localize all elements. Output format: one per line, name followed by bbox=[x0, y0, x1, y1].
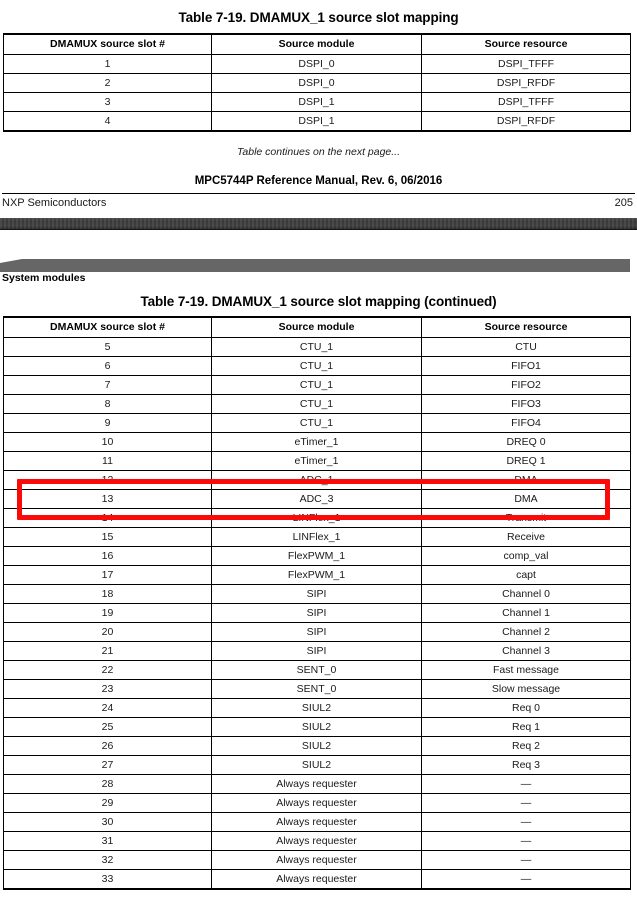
cell-module: LINFlex_1 bbox=[212, 509, 422, 528]
table-row bbox=[4, 775, 631, 794]
cell-module: Always requester bbox=[212, 851, 422, 870]
cell-module: SIPI bbox=[212, 642, 422, 661]
cell-resource: — bbox=[422, 775, 631, 794]
cell-slot: 5 bbox=[4, 338, 212, 357]
table-header-row bbox=[4, 34, 631, 55]
table-row bbox=[4, 55, 631, 74]
cell-resource: — bbox=[422, 851, 631, 870]
table-row bbox=[4, 870, 631, 890]
table-row bbox=[4, 737, 631, 756]
cell-module: CTU_1 bbox=[212, 414, 422, 433]
cell-resource: — bbox=[422, 813, 631, 832]
cell-slot: 27 bbox=[4, 756, 212, 775]
table-row bbox=[4, 452, 631, 471]
column-header-module: Source module bbox=[212, 317, 422, 338]
cell-resource: Channel 1 bbox=[422, 604, 631, 623]
cell-slot: 13 bbox=[4, 490, 212, 509]
cell-module: CTU_1 bbox=[212, 376, 422, 395]
cell-module: Always requester bbox=[212, 870, 422, 890]
cell-resource: Fast message bbox=[422, 661, 631, 680]
cell-module: eTimer_1 bbox=[212, 452, 422, 471]
cell-resource: FIFO4 bbox=[422, 414, 631, 433]
manual-title-line: MPC5744P Reference Manual, Rev. 6, 06/2016 bbox=[194, 175, 443, 187]
publisher-name: NXP Semiconductors bbox=[2, 197, 107, 209]
table-caption-page2: Table 7-19. DMAMUX_1 source slot mapping (continued) bbox=[140, 294, 497, 309]
cell-module: SIPI bbox=[212, 585, 422, 604]
page-number: 205 bbox=[614, 197, 633, 209]
cell-resource: DREQ 1 bbox=[422, 452, 631, 471]
cell-module: Always requester bbox=[212, 832, 422, 851]
cell-module: CTU_1 bbox=[212, 338, 422, 357]
column-header-resource: Source resource bbox=[422, 34, 631, 55]
cell-slot: 9 bbox=[4, 414, 212, 433]
column-header-slot: DMAMUX source slot # bbox=[4, 317, 212, 338]
cell-slot: 19 bbox=[4, 604, 212, 623]
cell-resource: Receive bbox=[422, 528, 631, 547]
cell-module: Always requester bbox=[212, 775, 422, 794]
cell-module: FlexPWM_1 bbox=[212, 547, 422, 566]
cell-slot: 11 bbox=[4, 452, 212, 471]
cell-resource: Req 1 bbox=[422, 718, 631, 737]
table-row bbox=[4, 566, 631, 585]
page-break-separator bbox=[0, 218, 637, 230]
cell-resource: Channel 2 bbox=[422, 623, 631, 642]
cell-slot: 22 bbox=[4, 661, 212, 680]
cell-slot: 12 bbox=[4, 471, 212, 490]
cell-module: DSPI_0 bbox=[212, 55, 422, 74]
table-row bbox=[4, 490, 631, 509]
table-row bbox=[4, 604, 631, 623]
table-row bbox=[4, 433, 631, 452]
cell-slot: 15 bbox=[4, 528, 212, 547]
cell-resource: FIFO2 bbox=[422, 376, 631, 395]
cell-slot: 14 bbox=[4, 509, 212, 528]
table-row bbox=[4, 509, 631, 528]
cell-slot: 28 bbox=[4, 775, 212, 794]
table-row bbox=[4, 661, 631, 680]
cell-module: SIPI bbox=[212, 604, 422, 623]
cell-resource: CTU bbox=[422, 338, 631, 357]
cell-slot: 29 bbox=[4, 794, 212, 813]
cell-module: Always requester bbox=[212, 794, 422, 813]
column-header-resource: Source resource bbox=[422, 317, 631, 338]
table-row bbox=[4, 794, 631, 813]
table-row bbox=[4, 680, 631, 699]
table-body-page1 bbox=[4, 55, 631, 132]
table-row bbox=[4, 376, 631, 395]
cell-slot: 8 bbox=[4, 395, 212, 414]
table-row bbox=[4, 74, 631, 93]
table-row bbox=[4, 699, 631, 718]
cell-module: SIUL2 bbox=[212, 699, 422, 718]
table-row bbox=[4, 338, 631, 357]
cell-resource: comp_val bbox=[422, 547, 631, 566]
cell-slot: 18 bbox=[4, 585, 212, 604]
page-footer bbox=[0, 194, 637, 209]
cell-resource: Channel 0 bbox=[422, 585, 631, 604]
table-row bbox=[4, 642, 631, 661]
table-row bbox=[4, 93, 631, 112]
table-row bbox=[4, 756, 631, 775]
cell-slot: 20 bbox=[4, 623, 212, 642]
cell-resource: — bbox=[422, 794, 631, 813]
cell-slot: 3 bbox=[4, 93, 212, 112]
section-label: System modules bbox=[2, 272, 86, 284]
table-row bbox=[4, 718, 631, 737]
cell-resource: DMA bbox=[422, 490, 631, 509]
cell-resource: DREQ 0 bbox=[422, 433, 631, 452]
cell-resource: Transmit bbox=[422, 509, 631, 528]
column-header-module: Source module bbox=[212, 34, 422, 55]
cell-module: SIUL2 bbox=[212, 737, 422, 756]
cell-resource: DSPI_TFFF bbox=[422, 93, 631, 112]
cell-resource: Req 0 bbox=[422, 699, 631, 718]
cell-resource: Slow message bbox=[422, 680, 631, 699]
cell-module: eTimer_1 bbox=[212, 433, 422, 452]
page-two bbox=[0, 230, 637, 890]
cell-module: FlexPWM_1 bbox=[212, 566, 422, 585]
cell-module: LINFlex_1 bbox=[212, 528, 422, 547]
cell-slot: 24 bbox=[4, 699, 212, 718]
table-row bbox=[4, 471, 631, 490]
table-caption-page1: Table 7-19. DMAMUX_1 source slot mapping bbox=[178, 10, 459, 25]
table-row bbox=[4, 357, 631, 376]
cell-resource: DSPI_TFFF bbox=[422, 55, 631, 74]
cell-module: DSPI_1 bbox=[212, 112, 422, 132]
cell-resource: Req 2 bbox=[422, 737, 631, 756]
cell-module: SIPI bbox=[212, 623, 422, 642]
cell-resource: — bbox=[422, 870, 631, 890]
cell-slot: 33 bbox=[4, 870, 212, 890]
cell-slot: 30 bbox=[4, 813, 212, 832]
running-head bbox=[0, 259, 637, 272]
table-body-page2 bbox=[4, 338, 631, 890]
cell-resource: DSPI_RFDF bbox=[422, 74, 631, 93]
cell-module: SIUL2 bbox=[212, 718, 422, 737]
cell-module: DSPI_1 bbox=[212, 93, 422, 112]
cell-slot: 10 bbox=[4, 433, 212, 452]
table-row bbox=[4, 585, 631, 604]
cell-module: SENT_0 bbox=[212, 661, 422, 680]
cell-slot: 7 bbox=[4, 376, 212, 395]
cell-resource: DSPI_RFDF bbox=[422, 112, 631, 132]
table-continues-note: Table continues on the next page... bbox=[236, 146, 401, 158]
cell-slot: 6 bbox=[4, 357, 212, 376]
column-header-slot: DMAMUX source slot # bbox=[4, 34, 212, 55]
cell-slot: 1 bbox=[4, 55, 212, 74]
cell-slot: 31 bbox=[4, 832, 212, 851]
table-row bbox=[4, 112, 631, 132]
cell-module: CTU_1 bbox=[212, 395, 422, 414]
table-row bbox=[4, 547, 631, 566]
cell-resource: DMA bbox=[422, 471, 631, 490]
cell-module: DSPI_0 bbox=[212, 74, 422, 93]
cell-slot: 25 bbox=[4, 718, 212, 737]
running-head-bar bbox=[0, 259, 630, 272]
dmamux-table-page1 bbox=[3, 33, 631, 132]
cell-module: SENT_0 bbox=[212, 680, 422, 699]
table-row bbox=[4, 528, 631, 547]
cell-resource: Channel 3 bbox=[422, 642, 631, 661]
cell-module: ADC_3 bbox=[212, 490, 422, 509]
cell-resource: FIFO1 bbox=[422, 357, 631, 376]
cell-slot: 2 bbox=[4, 74, 212, 93]
cell-resource: capt bbox=[422, 566, 631, 585]
cell-slot: 17 bbox=[4, 566, 212, 585]
table-header-row bbox=[4, 317, 631, 338]
cell-module: ADC_1 bbox=[212, 471, 422, 490]
table-row bbox=[4, 623, 631, 642]
cell-module: Always requester bbox=[212, 813, 422, 832]
table-row bbox=[4, 832, 631, 851]
table-row bbox=[4, 395, 631, 414]
cell-slot: 26 bbox=[4, 737, 212, 756]
page-one bbox=[0, 0, 637, 209]
cell-slot: 16 bbox=[4, 547, 212, 566]
cell-slot: 23 bbox=[4, 680, 212, 699]
cell-resource: — bbox=[422, 832, 631, 851]
cell-slot: 32 bbox=[4, 851, 212, 870]
dmamux-table-page2 bbox=[3, 316, 631, 890]
cell-slot: 21 bbox=[4, 642, 212, 661]
cell-resource: FIFO3 bbox=[422, 395, 631, 414]
cell-module: CTU_1 bbox=[212, 357, 422, 376]
table-row bbox=[4, 813, 631, 832]
cell-module: SIUL2 bbox=[212, 756, 422, 775]
table-row bbox=[4, 851, 631, 870]
table-row bbox=[4, 414, 631, 433]
cell-resource: Req 3 bbox=[422, 756, 631, 775]
cell-slot: 4 bbox=[4, 112, 212, 132]
